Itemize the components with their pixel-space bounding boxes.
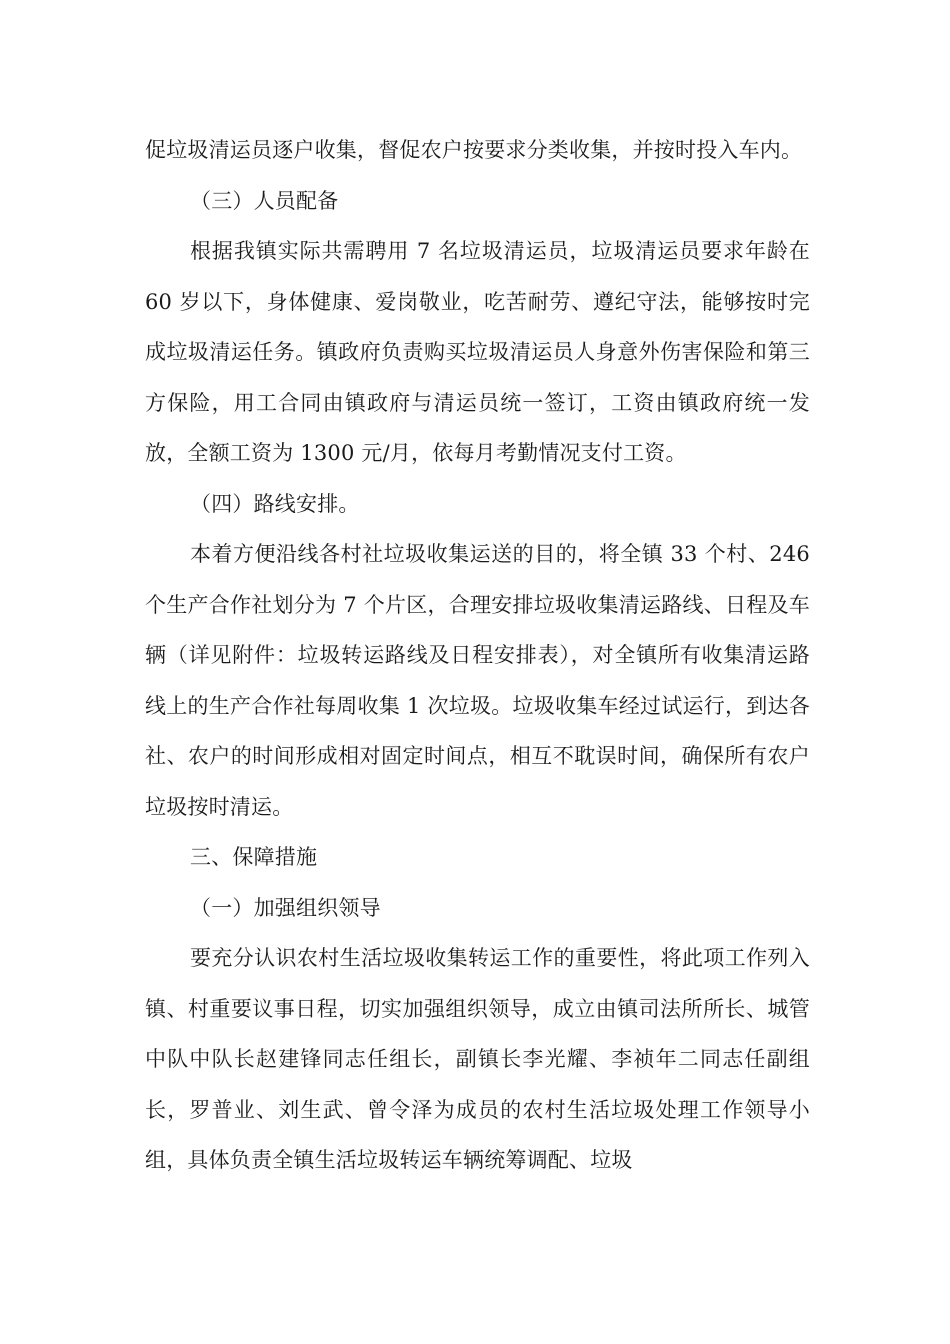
section-heading-measures: 三、保障措施 (190, 845, 318, 869)
paragraph-routes: 本着方便沿线各村社垃圾收集运送的目的，将全镇 33 个村、246 个生产合作社划分为 7 个片区，合理安排垃圾收集清运路线、日程及车辆（详见附件：垃圾转运路线及日程安排表），对全镇所有收集清运路线上的生产合作社每周收集 1 次垃圾。垃圾收集车经过试运行，到达各社、农户的时间形成相对固定时间点，相互不耽误时间，确保所有农户垃圾按时清运。 (145, 542, 810, 819)
paragraph-staffing: 根据我镇实际共需聘用 7 名垃圾清运员，垃圾清运员要求年龄在 60 岁以下，身体健康、爱岗敬业，吃苦耐劳、遵纪守法，能够按时完成垃圾清运任务。镇政府负责购买垃圾清运员人身意外伤害保险和第三方保险，用工合同由镇政府与清运员统一签订，工资由镇政府统一发放，全额工资为 1300 元/月，依每月考勤情况支付工资。 (145, 239, 810, 465)
document-body (145, 125, 810, 1186)
section-heading-staffing: （三）人员配备 (190, 188, 339, 213)
section-heading-leadership: （一）加强组织领导 (190, 895, 381, 920)
section-heading-routes: （四）路线安排。 (190, 491, 360, 516)
paragraph-continuation: 促垃圾清运员逐户收集，督促农户按要求分类收集，并按时投入车内。 (145, 138, 803, 162)
paragraph-leadership: 要充分认识农村生活垃圾收集转运工作的重要性，将此项工作列入镇、村重要议事日程，切实加强组织领导，成立由镇司法所所长、城管中队中队长赵建锋同志任组长，副镇长李光耀、李祯年二同志任副组长，罗普业、刘生武、曾令泽为成员的农村生活垃圾处理工作领导小组，具体负责全镇生活垃圾转运车辆统筹调配、垃圾 (145, 946, 810, 1172)
